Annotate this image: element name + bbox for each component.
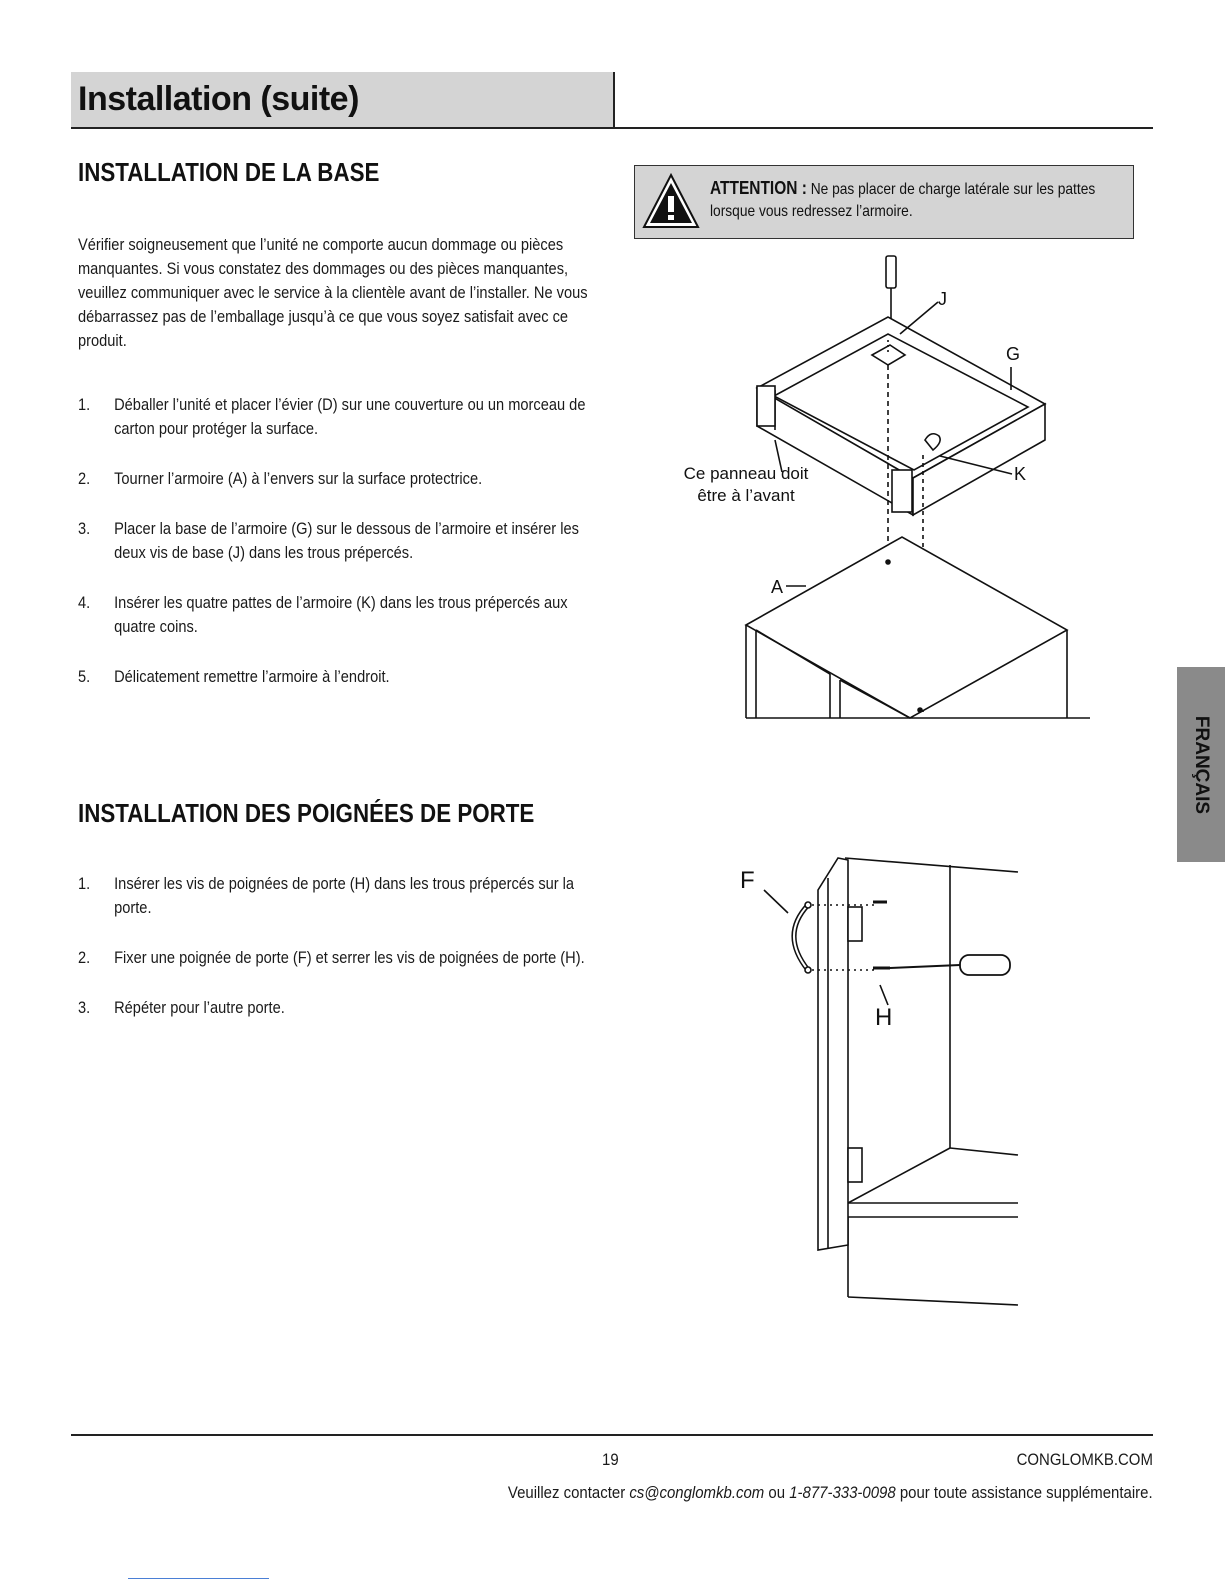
label-a: A xyxy=(771,577,784,597)
step-number: 1. xyxy=(78,874,91,893)
step-text: Insérer les vis de poignées de porte (H) dans les trous prépercés sur la porte. xyxy=(114,874,575,917)
language-tab-label: FRANÇAIS xyxy=(1191,715,1212,814)
label-g: G xyxy=(1006,344,1021,364)
contact-mid: ou xyxy=(764,1483,790,1502)
email-link[interactable]: cs@conglomkb.com xyxy=(629,1483,765,1502)
handle-step xyxy=(78,996,604,1020)
base-step xyxy=(78,517,604,565)
footer-rule xyxy=(71,1434,1153,1436)
base-steps-list xyxy=(78,393,604,715)
label-j: J xyxy=(938,289,947,309)
warning-text xyxy=(710,177,1123,223)
step-number: 3. xyxy=(78,519,91,538)
link-underline xyxy=(128,1578,269,1579)
step-number: 3. xyxy=(78,998,91,1017)
step-text: Répéter pour l’autre porte. xyxy=(114,998,285,1017)
step-text: Fixer une poignée de porte (F) et serrer les vis de poignées de porte (H). xyxy=(114,948,585,967)
language-tab xyxy=(1177,667,1225,862)
handle-step xyxy=(78,946,604,970)
step-number: 2. xyxy=(78,948,91,967)
handle-step xyxy=(78,872,604,920)
warning-triangle-icon xyxy=(641,172,701,232)
step-text: Déballer l’unité et placer l’évier (D) sur une couverture ou un morceau de carton pour protéger la surface. xyxy=(114,395,586,438)
step-number: 4. xyxy=(78,593,91,612)
contact-prefix: Veuillez contacter xyxy=(508,1483,630,1502)
website-link[interactable]: CONGLOMKB.COM xyxy=(1016,1450,1153,1469)
label-k: K xyxy=(1014,464,1027,484)
contact-line xyxy=(508,1483,1153,1503)
step-number: 5. xyxy=(78,667,91,686)
page-number: 19 xyxy=(602,1450,619,1469)
step-number: 2. xyxy=(78,469,91,488)
contact-suffix: pour toute assistance supplémentaire. xyxy=(896,1483,1153,1502)
step-text: Insérer les quatre pattes de l’armoire (K) dans les trous prépercés aux quatre coins. xyxy=(114,593,568,636)
section-title-base: INSTALLATION DE LA BASE xyxy=(78,157,380,187)
step-text: Délicatement remettre l’armoire à l’endroit. xyxy=(114,667,390,686)
door-handle-diagram xyxy=(720,850,1030,1320)
step-text: Tourner l’armoire (A) à l’envers sur la surface protectrice. xyxy=(114,469,483,488)
warning-label: ATTENTION : xyxy=(710,178,807,198)
base-step xyxy=(78,393,604,441)
phone-link[interactable]: 1-877-333-0098 xyxy=(789,1483,897,1502)
warning-message: Ne pas placer de charge latérale sur les pattes lorsque vous redressez l’armoire. xyxy=(710,181,1096,220)
warning-box xyxy=(634,165,1134,239)
base-step xyxy=(78,591,604,639)
label-h: H xyxy=(875,1004,893,1031)
page-title: Installation (suite) xyxy=(78,80,359,118)
label-f: F xyxy=(740,867,755,894)
base-step xyxy=(78,665,604,689)
step-number: 1. xyxy=(78,395,91,414)
intro-paragraph: Vérifier soigneusement que l’unité ne comporte aucun dommage ou pièces manquantes. Si vous constatez des dommages ou des pièces manquantes, veuillez communiquer avec le service à la clientèle avant de l’installer. Ne vous débarrassez pas de l’emballage jusqu’à ce que vous soyez satisfait avec ce produit. xyxy=(78,235,588,350)
base-step xyxy=(78,467,604,491)
header-rule xyxy=(71,127,1153,129)
base-assembly-diagram xyxy=(620,245,1100,725)
front-panel-note-line1: Ce panneau doit xyxy=(683,464,809,483)
handle-steps-list xyxy=(78,872,604,1046)
section-title-handles: INSTALLATION DES POIGNÉES DE PORTE xyxy=(78,798,535,828)
front-panel-note-line2: être à l’avant xyxy=(697,486,795,505)
step-text: Placer la base de l’armoire (G) sur le dessous de l’armoire et insérer les deux vis de base (J) dans les trous prépercés. xyxy=(114,519,579,562)
